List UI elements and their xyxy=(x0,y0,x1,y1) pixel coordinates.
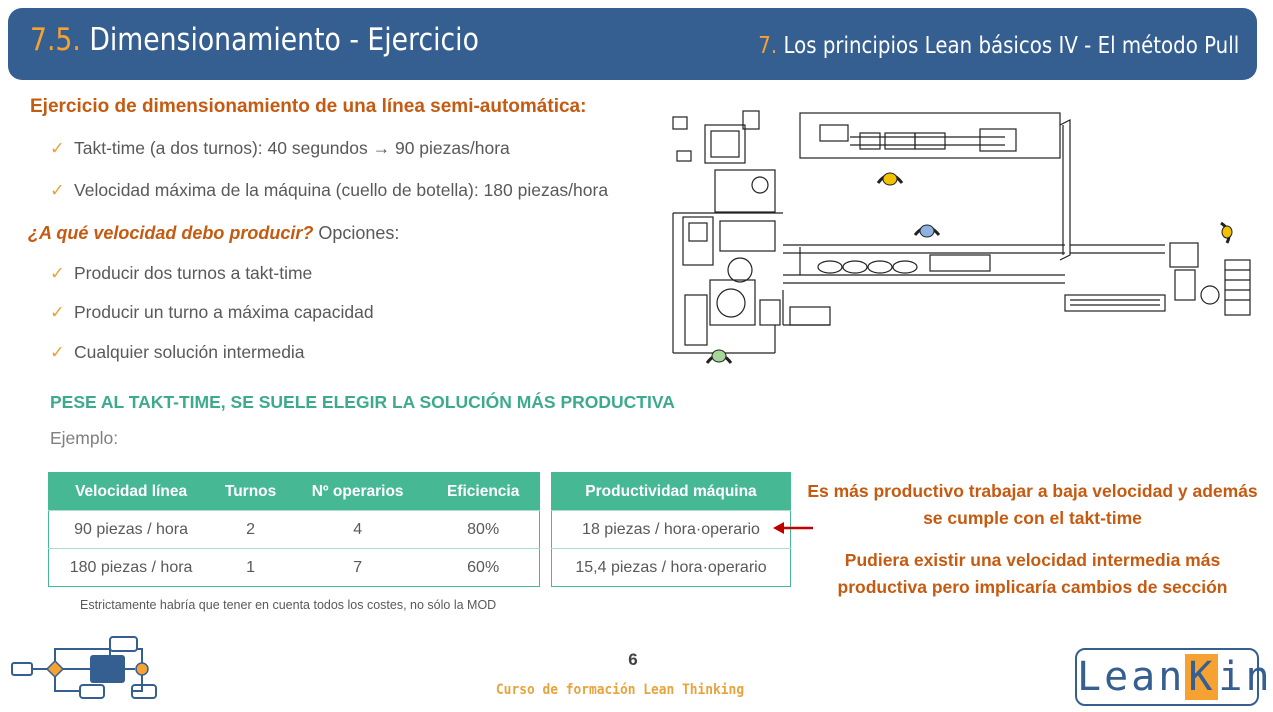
bullet-item xyxy=(50,138,510,159)
logo-part: K xyxy=(1185,654,1218,700)
table-row xyxy=(552,549,791,587)
bullet-text: Producir dos turnos a takt-time xyxy=(74,263,313,283)
eye-icon xyxy=(915,225,939,237)
eye-icon xyxy=(707,350,731,363)
line-speed-table xyxy=(48,472,540,587)
table-cell: 7 xyxy=(288,549,427,587)
bullet-item xyxy=(50,180,608,201)
logo-part: in xyxy=(1218,654,1273,700)
slide-title xyxy=(30,22,479,58)
check-icon: ✓ xyxy=(50,138,65,158)
table-cell: 80% xyxy=(427,511,539,549)
chapter-title xyxy=(758,33,1239,59)
column-header: Velocidad línea xyxy=(49,473,214,511)
header-bar xyxy=(8,8,1257,80)
column-header: Turnos xyxy=(213,473,288,511)
table-cell: 60% xyxy=(427,549,539,587)
table-cell: 15,4 piezas / hora·operario xyxy=(552,549,791,587)
question-text: ¿A qué velocidad debo producir? xyxy=(28,223,314,243)
section-title: Dimensionamiento - Ejercicio xyxy=(89,22,479,58)
column-header: Eficiencia xyxy=(427,473,539,511)
table-cell: 2 xyxy=(213,511,288,549)
exercise-heading: Ejercicio de dimensionamiento de una línea semi-automática: xyxy=(30,96,587,117)
bullet-text: Producir un turno a máxima capacidad xyxy=(74,302,374,322)
check-icon: ✓ xyxy=(50,342,65,362)
table-cell: 18 piezas / hora·operario xyxy=(552,511,791,549)
check-icon: ✓ xyxy=(50,180,65,200)
bullet-item xyxy=(50,342,305,363)
layout-plan-image xyxy=(665,95,1255,360)
footnote: Estrictamente habría que tener en cuenta todos los costes, no sólo la MOD xyxy=(80,598,497,612)
section-number: 7.5. xyxy=(30,22,81,58)
key-message: PESE AL TAKT-TIME, SE SUELE ELEGIR LA SOLUCIÓN MÁS PRODUCTIVA xyxy=(50,392,675,412)
page-number: 6 xyxy=(628,650,638,669)
logo-text xyxy=(1077,654,1273,700)
table-header-row xyxy=(552,473,791,511)
question-suffix: Opciones: xyxy=(313,223,400,243)
bullet-item xyxy=(50,302,374,323)
table-cell: 180 piezas / hora xyxy=(49,549,214,587)
bullet-text: Cualquier solución intermedia xyxy=(74,342,305,362)
column-header: Nº operarios xyxy=(288,473,427,511)
question-line xyxy=(28,223,399,244)
conclusion-text-1: Es más productivo trabajar a baja velocidad y además se cumple con el takt-time xyxy=(807,481,1258,528)
chapter-number: 7. xyxy=(758,33,777,59)
table-row xyxy=(49,549,540,587)
conclusion-text-2: Pudiera existir una velocidad intermedia más productiva pero implicaría cambios de sección xyxy=(837,550,1228,597)
bullet-text: Velocidad máxima de la máquina (cuello de botella): 180 piezas/hora xyxy=(74,180,609,200)
bullet-item xyxy=(50,263,312,284)
leankin-logo xyxy=(1075,648,1273,706)
table-row xyxy=(49,511,540,549)
table-cell: 4 xyxy=(288,511,427,549)
check-icon: ✓ xyxy=(50,263,65,283)
column-header: Productividad máquina xyxy=(552,473,791,511)
productivity-table xyxy=(551,472,791,587)
course-footer: Curso de formación Lean Thinking xyxy=(495,682,745,698)
flow-diagram-icon xyxy=(10,633,158,705)
bullet-text: Takt-time (a dos turnos): 40 segundos → 90 piezas/hora xyxy=(74,138,510,158)
eye-icon xyxy=(878,173,902,185)
chapter-name: Los principios Lean básicos IV - El método Pull xyxy=(783,33,1239,59)
table-row xyxy=(552,511,791,549)
eye-icon xyxy=(1221,223,1232,243)
table-cell: 90 piezas / hora xyxy=(49,511,214,549)
table-header-row xyxy=(49,473,540,511)
check-icon: ✓ xyxy=(50,302,65,322)
example-label: Ejemplo: xyxy=(50,428,119,448)
table-cell: 1 xyxy=(213,549,288,587)
logo-part: Lean xyxy=(1077,654,1186,700)
